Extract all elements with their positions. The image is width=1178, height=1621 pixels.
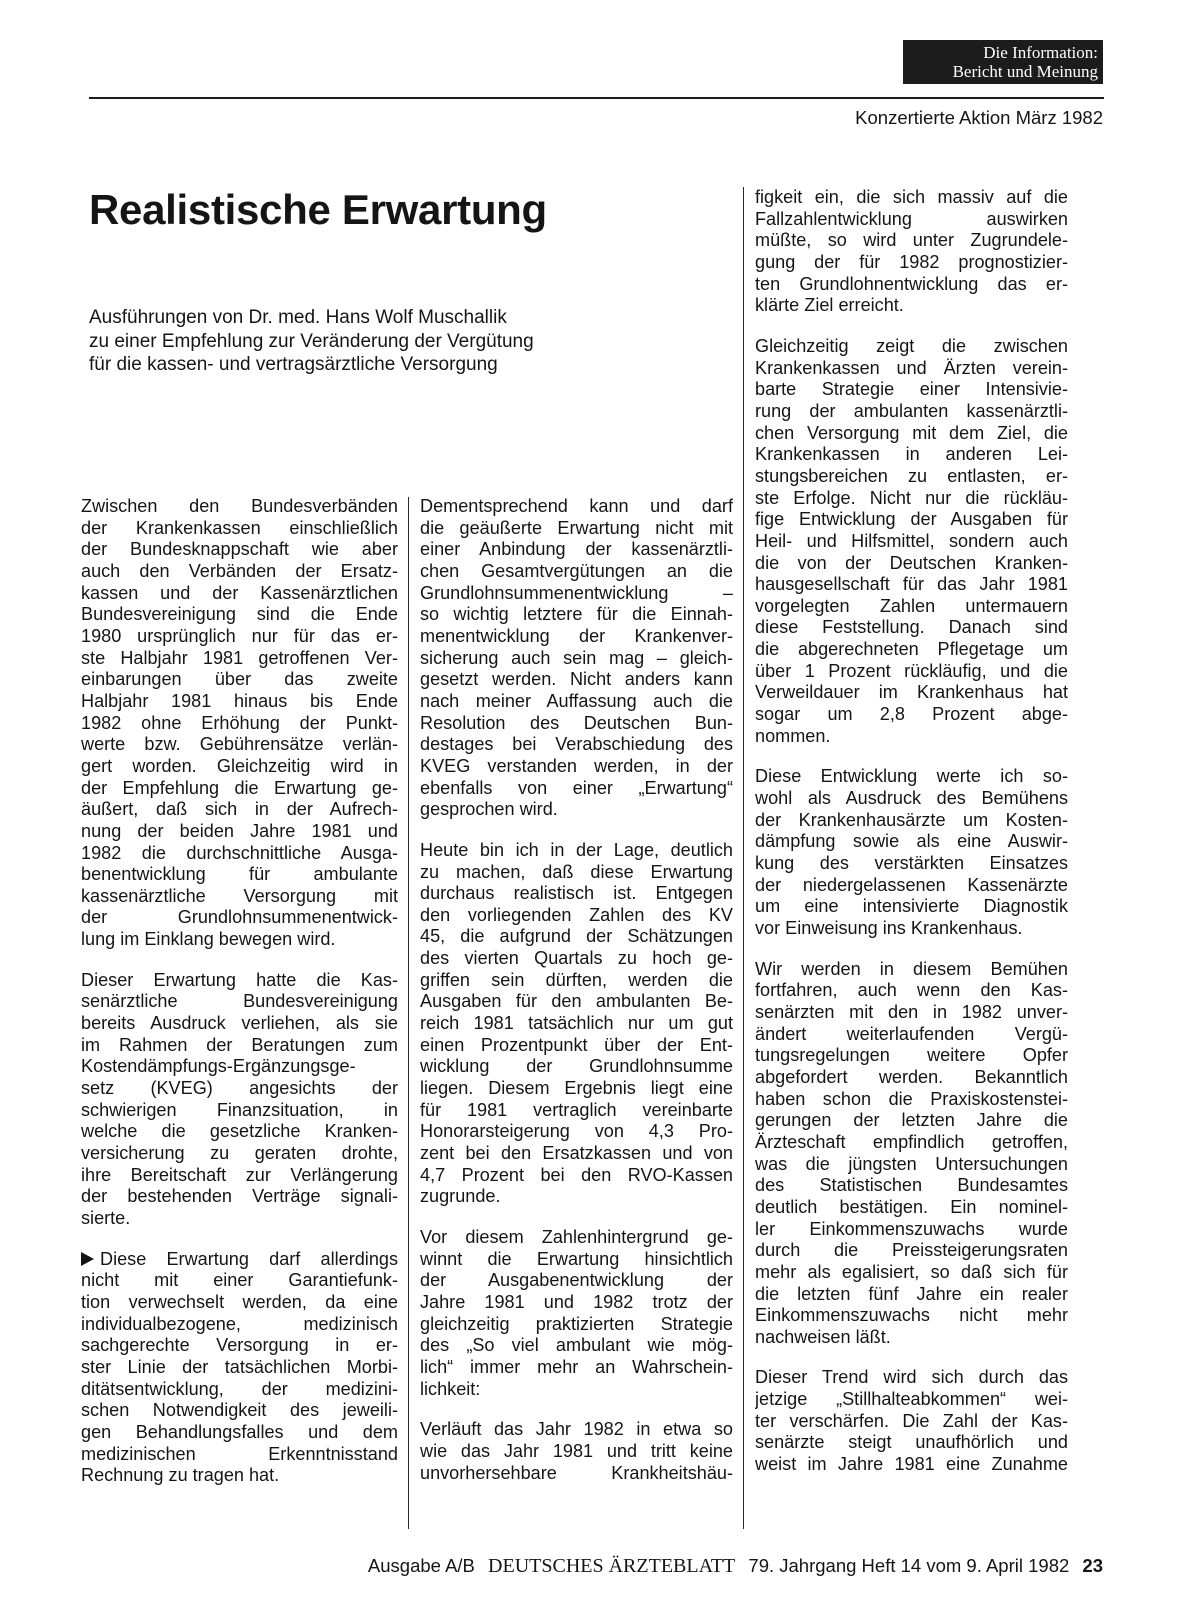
text-line: Diese Entwicklung werte ich so- — [755, 766, 1068, 787]
text-line: der Ausgabenentwicklung der — [420, 1270, 733, 1291]
text-column-3 — [755, 187, 1068, 1495]
text-line: so wichtig letztere für die Einnah- — [420, 604, 733, 625]
text-line: gerungen der letzten Jahre die — [755, 1110, 1068, 1131]
text-line: Vor diesem Zahlenhintergrund ge- — [420, 1227, 733, 1247]
footer-issue: 79. Jahrgang Heft 14 vom 9. April 1982 — [748, 1555, 1070, 1576]
text-line: Heute bin ich in der Lage, deutlich — [420, 839, 733, 860]
text-line — [81, 1249, 398, 1271]
text-line: ebenfalls von einer „Erwartung“ — [420, 777, 733, 798]
text-line: hausgesellschaft für das Jahr 1981 — [755, 574, 1068, 595]
text-line: wie das Jahr 1981 und tritt keine — [420, 1440, 733, 1461]
text-line: den vorliegenden Zahlen des KV — [420, 904, 733, 925]
text-line: der Krankenhausärzte um Kosten- — [755, 809, 1068, 830]
text-line: Jahre 1981 und 1982 trotz der — [420, 1291, 733, 1312]
text-line: destages bei Verabschiedung des — [420, 734, 733, 755]
paragraph — [81, 970, 398, 1230]
text-line: was die jüngsten Untersuchungen — [755, 1153, 1068, 1174]
section-label: Konzertierte Aktion März 1982 — [855, 107, 1103, 128]
text-line: gesetzt werden. Nicht anders kann — [420, 669, 733, 690]
text-line: Dieser Trend wird sich durch das — [755, 1367, 1068, 1388]
subtitle-line: Ausführungen von Dr. med. Hans Wolf Muschallik — [89, 307, 507, 328]
footer-journal-name: DEUTSCHES ÄRZTEBLATT — [488, 1555, 736, 1577]
paragraph — [755, 187, 1068, 317]
text-line: tion verwechselt werden, da eine — [81, 1291, 398, 1312]
text-line: gleichzeitig praktizierten Strategie — [420, 1313, 733, 1334]
text-line: 45, die aufgrund der Schätzungen — [420, 926, 733, 947]
text-line: Kostendämpfungs-Ergänzungsge- — [81, 1056, 356, 1077]
text-line: nachweisen läßt. — [755, 1326, 891, 1347]
text-line: 4,7 Prozent bei den RVO-Kassen — [420, 1164, 733, 1185]
paragraph — [755, 336, 1068, 747]
text-line: versicherung zu geraten drohte, — [81, 1143, 398, 1164]
text-line: die abgerechneten Pflegetage um — [755, 639, 1068, 660]
text-line: chen Gesamtvergütungen an die — [420, 560, 733, 581]
paragraph — [755, 1367, 1068, 1475]
page-number: 23 — [1082, 1555, 1103, 1576]
text-line: Krankenkassen und Ärzten verein- — [755, 357, 1068, 378]
text-line: um eine intensivierte Diagnostik — [755, 896, 1068, 917]
text-line: werte bzw. Gebührensätze verlän- — [81, 734, 398, 755]
text-line: müßte, so wird unter Zugrundele- — [755, 230, 1068, 251]
text-line: nommen. — [755, 725, 831, 746]
text-line: lichkeit: — [420, 1378, 481, 1399]
text-line: ihre Bereitschaft zur Verlängerung — [81, 1164, 398, 1185]
text-line: 1982 die durchschnittliche Ausga- — [81, 842, 398, 863]
text-line: rung der ambulanten kassenärztli- — [755, 400, 1068, 421]
text-line: ter verschärfen. Die Zahl der Kas- — [755, 1410, 1068, 1431]
paragraph — [81, 496, 398, 951]
section-badge-line-2: Bericht und Meinung — [952, 62, 1098, 81]
text-line: Bundesvereinigung sind die Ende — [81, 604, 398, 625]
text-line: mehr als egalisiert, so daß sich für — [755, 1261, 1068, 1282]
text-line: der Bundesknappschaft wie aber — [81, 539, 398, 560]
section-badge — [903, 40, 1103, 84]
text-line: des vierten Quartals zu hoch ge- — [420, 948, 733, 969]
text-column-2 — [420, 496, 733, 1503]
text-line: Verweildauer im Krankenhaus hat — [755, 682, 1068, 703]
text-line: abgefordert werden. Bekanntlich — [755, 1066, 1068, 1087]
paragraph — [755, 766, 1068, 939]
text-line: Krankenkassen in anderen Lei- — [755, 444, 1068, 465]
text-line: einer Anbindung der kassenärztli- — [420, 539, 733, 560]
text-line: welche die gesetzliche Kranken- — [81, 1121, 398, 1142]
text-line: der bestehenden Verträge signali- — [81, 1186, 398, 1207]
text-column-1 — [81, 496, 398, 1506]
text-line: Honorarsteigerung von 4,3 Pro- — [420, 1121, 733, 1142]
text-line: die letzten fünf Jahre ein realer — [755, 1283, 1068, 1304]
paragraph — [755, 959, 1068, 1349]
text-line: ten Grundlohnentwicklung das er- — [755, 273, 1068, 294]
text-line-content: Diese Erwartung darf allerdings — [100, 1248, 398, 1269]
text-line: Ausgaben für den ambulanten Be- — [420, 991, 733, 1012]
text-line: im Rahmen der Beratungen zum — [81, 1034, 398, 1055]
text-line: 1982 ohne Erhöhung der Punkt- — [81, 712, 398, 733]
text-line: schwierigen Finanzsituation, in — [81, 1099, 398, 1120]
text-line: wicklung der Grundlohnsumme — [420, 1056, 733, 1077]
text-line: unvorhersehbare Krankheitshäu- — [420, 1462, 733, 1483]
article-title: Realistische Erwartung — [89, 186, 547, 233]
text-line: die von der Deutschen Kranken- — [755, 552, 1068, 573]
text-line: Dieser Erwartung hatte die Kas- — [81, 969, 398, 990]
text-line: nach meiner Auffassung auch die — [420, 690, 733, 711]
text-line: tungsregelungen weitere Opfer — [755, 1045, 1068, 1066]
text-line: ler Einkommenszuwachs wurde — [755, 1218, 1068, 1239]
column-divider — [743, 187, 744, 1529]
text-line: der Krankenkassen einschließlich — [81, 517, 398, 538]
text-line: die geäußerte Erwartung nicht mit — [420, 517, 733, 538]
text-line: Heil- und Hilfsmittel, sondern auch — [755, 530, 1068, 551]
page-footer — [368, 1555, 1103, 1578]
text-line: kassen und der Kassenärztlichen — [81, 582, 398, 603]
text-line: 1980 ursprünglich nur für das er- — [81, 625, 398, 646]
text-line: nicht mit einer Garantiefunk- — [81, 1270, 398, 1291]
text-line: senärzte steigt unaufhörlich und — [755, 1432, 1068, 1453]
text-line: Dementsprechend kann und darf — [420, 496, 733, 516]
text-line: bereits Ausdruck verliehen, als sie — [81, 1013, 398, 1034]
text-line: gesprochen wird. — [420, 799, 558, 820]
text-line: medizinischen Erkenntnisstand — [81, 1443, 398, 1464]
text-line: nung der beiden Jahre 1981 und — [81, 820, 398, 841]
text-line: Gleichzeitig zeigt die zwischen — [755, 335, 1068, 356]
text-line: menentwicklung der Krankenver- — [420, 625, 733, 646]
text-line: ste Halbjahr 1981 getroffenen Ver- — [81, 647, 398, 668]
text-line: durch die Preissteigerungsraten — [755, 1240, 1068, 1261]
text-line: Resolution des Deutschen Bun- — [420, 712, 733, 733]
footer-edition: Ausgabe A/B — [367, 1555, 475, 1576]
text-line: ändert weiterlaufenden Vergü- — [755, 1023, 1068, 1044]
text-line: ditätsentwicklung, der medizini- — [81, 1378, 398, 1399]
text-line: Grundlohnsummenentwicklung – — [420, 582, 733, 603]
text-line: des Statistischen Bundesamtes — [755, 1175, 1068, 1196]
text-line: lich“ immer mehr an Wahrschein- — [420, 1356, 733, 1377]
text-line: zent bei den Ersatzkassen und von — [420, 1143, 733, 1164]
column-divider — [408, 497, 409, 1529]
text-line: kung des verstärkten Einsatzes — [755, 853, 1068, 874]
text-line: Zwischen den Bundesverbänden — [81, 496, 398, 516]
text-line: griffen sein dürften, werden die — [420, 969, 733, 990]
text-line: über 1 Prozent rückläufig, und die — [755, 660, 1068, 681]
text-line: einen Prozentpunkt über der Ent- — [420, 1034, 733, 1055]
text-line: lung im Einklang bewegen wird. — [81, 929, 336, 950]
text-line: gen Behandlungsfalles und dem — [81, 1421, 398, 1442]
text-line: auch den Verbänden der Ersatz- — [81, 560, 398, 581]
text-line: weist im Jahre 1981 eine Zunahme — [755, 1454, 1068, 1475]
section-badge-line-1: Die Information: — [983, 43, 1098, 62]
text-line: Rechnung zu tragen hat. — [81, 1465, 280, 1486]
subtitle-line: zu einer Empfehlung zur Veränderung der Vergütung — [89, 330, 534, 352]
text-line: dämpfung sowie als eine Auswir- — [755, 831, 1068, 852]
text-line: Verläuft das Jahr 1982 in etwa so — [420, 1419, 733, 1440]
text-line: chen Versorgung mit dem Ziel, die — [755, 422, 1068, 443]
text-line: winnt die Erwartung hinsichtlich — [420, 1248, 733, 1269]
text-line: senärzten mit den in 1982 unver- — [755, 1001, 1068, 1022]
text-line: figkeit ein, die sich massiv auf die — [755, 187, 1068, 207]
text-line: sogar um 2,8 Prozent abge- — [755, 704, 1068, 725]
subtitle-line: für die kassen- und vertragsärztliche Versorgung — [89, 354, 498, 375]
text-line: deutlich bestätigen. Ein nominel- — [755, 1196, 1068, 1217]
text-line: ster Linie der tatsächlichen Morbi- — [81, 1356, 398, 1377]
text-line: vorgelegten Zahlen untermauern — [755, 595, 1068, 616]
text-line: zugrunde. — [420, 1186, 501, 1207]
text-line: fige Entwicklung der Ausgaben für — [755, 509, 1068, 530]
text-line: haben schon die Praxiskostenstei- — [755, 1088, 1068, 1109]
text-line: der Grundlohnsummenentwick- — [81, 907, 398, 928]
header-rule — [89, 97, 1104, 99]
article-subtitle — [89, 306, 534, 377]
text-line: Wir werden in diesem Bemühen — [755, 958, 1068, 979]
paragraph — [420, 496, 733, 821]
text-line: sicherung auch sein mag – gleich- — [420, 647, 733, 668]
text-line: Fallzahlentwicklung auswirken — [755, 208, 1068, 229]
text-line: benentwicklung für ambulante — [81, 864, 398, 885]
text-line: einbarungen über das zweite — [81, 669, 398, 690]
text-line: sierte. — [81, 1208, 131, 1228]
paragraph-marker-icon — [81, 1252, 94, 1266]
text-line: wohl als Ausdruck des Bemühens — [755, 788, 1068, 809]
text-line: KVEG verstanden werden, in der — [420, 755, 733, 776]
text-line: des „So viel ambulant wie mög- — [420, 1335, 733, 1356]
text-line: schen Notwendigkeit des jeweili- — [81, 1400, 398, 1421]
text-line: barte Strategie einer Intensivie- — [755, 379, 1068, 400]
text-line: der Empfehlung die Erwartung ge- — [81, 777, 398, 798]
text-line: gung der für 1982 prognostizier- — [755, 251, 1068, 272]
text-line: vor Einweisung ins Krankenhaus. — [755, 918, 1023, 938]
text-line: senärztliche Bundesvereinigung — [81, 991, 398, 1012]
text-line: sachgerechte Versorgung in er- — [81, 1335, 398, 1356]
text-line: Einkommenszuwachs nicht mehr — [755, 1305, 1068, 1326]
paragraph — [420, 840, 733, 1208]
text-line: klärte Ziel erreicht. — [755, 295, 904, 316]
text-line: reich 1981 tatsächlich nur um gut — [420, 1013, 733, 1034]
text-line: der niedergelassenen Kassenärzte — [755, 874, 1068, 895]
text-line: jetzige „Stillhalteabkommen“ wei- — [755, 1389, 1068, 1410]
text-line: äußert, daß sich in der Aufrech- — [81, 799, 398, 820]
text-line: kassenärztliche Versorgung mit — [81, 885, 398, 906]
text-line: ste Erfolge. Nicht nur die rückläu- — [755, 487, 1068, 508]
text-line: gert worden. Gleichzeitig wird in — [81, 755, 398, 776]
text-line: setz (KVEG) angesichts der — [81, 1078, 398, 1099]
paragraph — [81, 1249, 398, 1487]
text-line: zu machen, daß diese Erwartung — [420, 861, 733, 882]
text-line: fortfahren, auch wenn den Kas- — [755, 980, 1068, 1001]
text-line: Halbjahr 1981 hinaus bis Ende — [81, 690, 398, 711]
text-line: individualbezogene, medizinisch — [81, 1313, 398, 1334]
text-line: liegen. Diesem Ergebnis liegt eine — [420, 1078, 733, 1099]
text-line: durchaus realistisch ist. Entgegen — [420, 883, 733, 904]
paragraph — [420, 1227, 733, 1400]
text-line: diese Feststellung. Danach sind — [755, 617, 1068, 638]
paragraph — [420, 1419, 733, 1484]
text-line: stungsbereichen zu entlasten, er- — [755, 465, 1068, 486]
text-line: für 1981 vertraglich vereinbarte — [420, 1099, 733, 1120]
text-line: Ärzteschaft empfindlich getroffen, — [755, 1131, 1068, 1152]
